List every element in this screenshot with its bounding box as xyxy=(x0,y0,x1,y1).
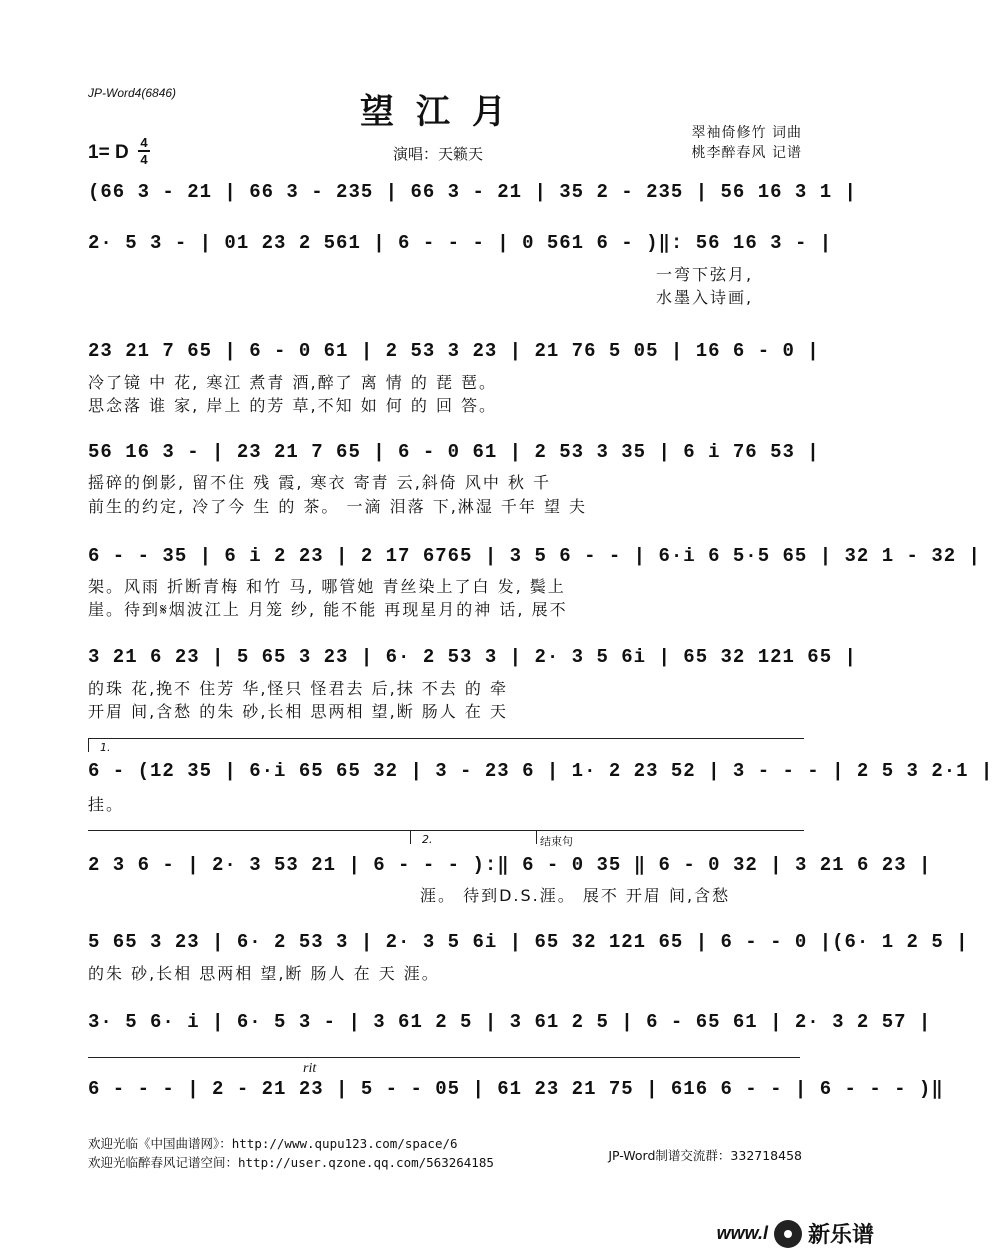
vinyl-disc-icon xyxy=(774,1220,802,1248)
song-title: 望江月 xyxy=(360,92,528,132)
score-line-2-lyric-1: 一弯下弦月, xyxy=(656,265,754,284)
volta-1-tick xyxy=(88,738,89,752)
score-line-6-notes: 3 21 6 23 | 5 65 3 23 | 6· 2 53 3 | 2· 3 5 6i | 65 32 121 65 | xyxy=(88,646,857,668)
time-signature xyxy=(138,136,150,166)
software-tag: JP-Word4(6846) xyxy=(88,86,177,100)
score-line-5-notes: 6 - - 35 | 6 i 2 23 | 2 17 6765 | 3 5 6 - - | 6·i 6 5·5 65 | 32 1 - 32 | xyxy=(88,545,981,567)
footer-group: JP-Word制谱交流群：332718458 xyxy=(608,1148,802,1163)
footer-link-1: 欢迎光临《中国曲谱网》：http://www.qupu123.com/space/6 xyxy=(88,1136,458,1151)
lyricist-credit: 翠袖倚修竹 词曲 xyxy=(691,125,802,141)
transcriber-credit: 桃李醉春风 记谱 xyxy=(691,145,802,161)
score-line-9-notes: 5 65 3 23 | 6· 2 53 3 | 2· 3 5 6i | 65 32 121 65 | 6 - - 0 |(6· 1 2 5 | xyxy=(88,931,969,953)
ending-label: 结束句 xyxy=(540,835,573,848)
score-line-11-notes: 6 - - - | 2 - 21 23 | 5 - - 05 | 61 23 21 75 | 616 6 - - | 6 - - - )‖ xyxy=(88,1078,944,1100)
score-line-2-lyric-2: 水墨入诗画, xyxy=(656,288,754,307)
score-line-7-notes: 6 - (12 35 | 6·i 65 65 32 | 3 - 23 6 | 1· 2 23 52 | 3 - - - | 2 5 3 2·1 | xyxy=(88,760,993,782)
score-line-3-notes: 23 21 7 65 | 6 - 0 61 | 2 53 3 23 | 21 76 5 05 | 16 6 - 0 | xyxy=(88,340,820,362)
footer-link-2: 欢迎光临醉春风记谱空间：http://user.qzone.qq.com/563264185 xyxy=(88,1155,494,1170)
volta-2-label: 2. xyxy=(422,833,433,846)
score-line-4-lyric-2: 前生的约定, 冷了今 生 的 茶。 一滴 泪落 下,淋湿 千年 望 夫 xyxy=(88,497,588,516)
meter-top: 4 xyxy=(140,135,148,150)
watermark-brand: 新乐谱 xyxy=(807,1223,874,1248)
meter-bottom: 4 xyxy=(140,152,148,167)
score-line-8-notes: 2 3 6 - | 2· 3 53 21 | 6 - - - ):‖ 6 - 0 35 ‖ 6 - 0 32 | 3 21 6 23 | xyxy=(88,854,932,876)
score-line-10-notes: 3· 5 6· i | 6· 5 3 - | 3 61 2 5 | 3 61 2 5 | 6 - 65 61 | 2· 3 2 57 | xyxy=(88,1011,932,1033)
watermark-logo xyxy=(717,1218,874,1249)
score-line-1-notes: (66 3 - 21 | 66 3 - 235 | 66 3 - 21 | 35 2 - 235 | 56 16 3 1 | xyxy=(88,181,857,203)
score-line-5-lyric-1: 架。风雨 折断青梅 和竹 马, 哪管她 青丝染上了白 发, 鬓上 xyxy=(88,577,566,596)
key-signature: 1= D xyxy=(88,142,129,163)
score-line-7-lyric-1: 挂。 xyxy=(88,795,125,814)
score-line-2-notes: 2· 5 3 - | 01 23 2 561 | 6 - - - | 0 561 6 - )‖: 56 16 3 - | xyxy=(88,232,833,254)
volta-1-bracket xyxy=(88,738,804,739)
volta-2-tick xyxy=(410,830,411,844)
tempo-mark-rit: rit xyxy=(303,1061,317,1076)
score-line-8-lyric-1: 涯。 待到D.S.涯。 展不 开眉 间,含愁 xyxy=(420,886,731,905)
score-line-4-lyric-1: 摇碎的倒影, 留不住 残 霞, 寒衣 寄青 云,斜倚 风中 秋 千 xyxy=(88,473,552,492)
rit-bracket xyxy=(88,1057,800,1058)
score-line-6-lyric-1: 的珠 花,挽不 住芳 华,怪只 怪君去 后,抹 不去 的 牵 xyxy=(88,679,508,698)
score-line-5-lyric-2: 崖。待到𝄋烟波江上 月笼 纱, 能不能 再现星月的神 话, 展不 xyxy=(88,600,568,619)
score-line-3-lyric-2: 思念落 谁 家, 岸上 的芳 草,不知 如 何 的 回 答。 xyxy=(88,396,498,415)
singer-credit: 演唱：天籁天 xyxy=(393,145,484,163)
watermark-url: www.l xyxy=(716,1223,768,1243)
score-line-9-lyric-1: 的朱 砂,长相 思两相 望,断 肠人 在 天 涯。 xyxy=(88,964,440,983)
score-line-4-notes: 56 16 3 - | 23 21 7 65 | 6 - 0 61 | 2 53 3 35 | 6 i 76 53 | xyxy=(88,441,820,463)
ending-tick xyxy=(536,830,537,844)
volta-2-bracket xyxy=(88,830,804,831)
score-line-3-lyric-1: 冷了镜 中 花, 寒江 煮青 酒,醉了 离 情 的 琵 琶。 xyxy=(88,373,498,392)
volta-1-label: 1. xyxy=(100,741,111,754)
score-line-6-lyric-2: 开眉 间,含愁 的朱 砂,长相 思两相 望,断 肠人 在 天 xyxy=(88,702,508,721)
